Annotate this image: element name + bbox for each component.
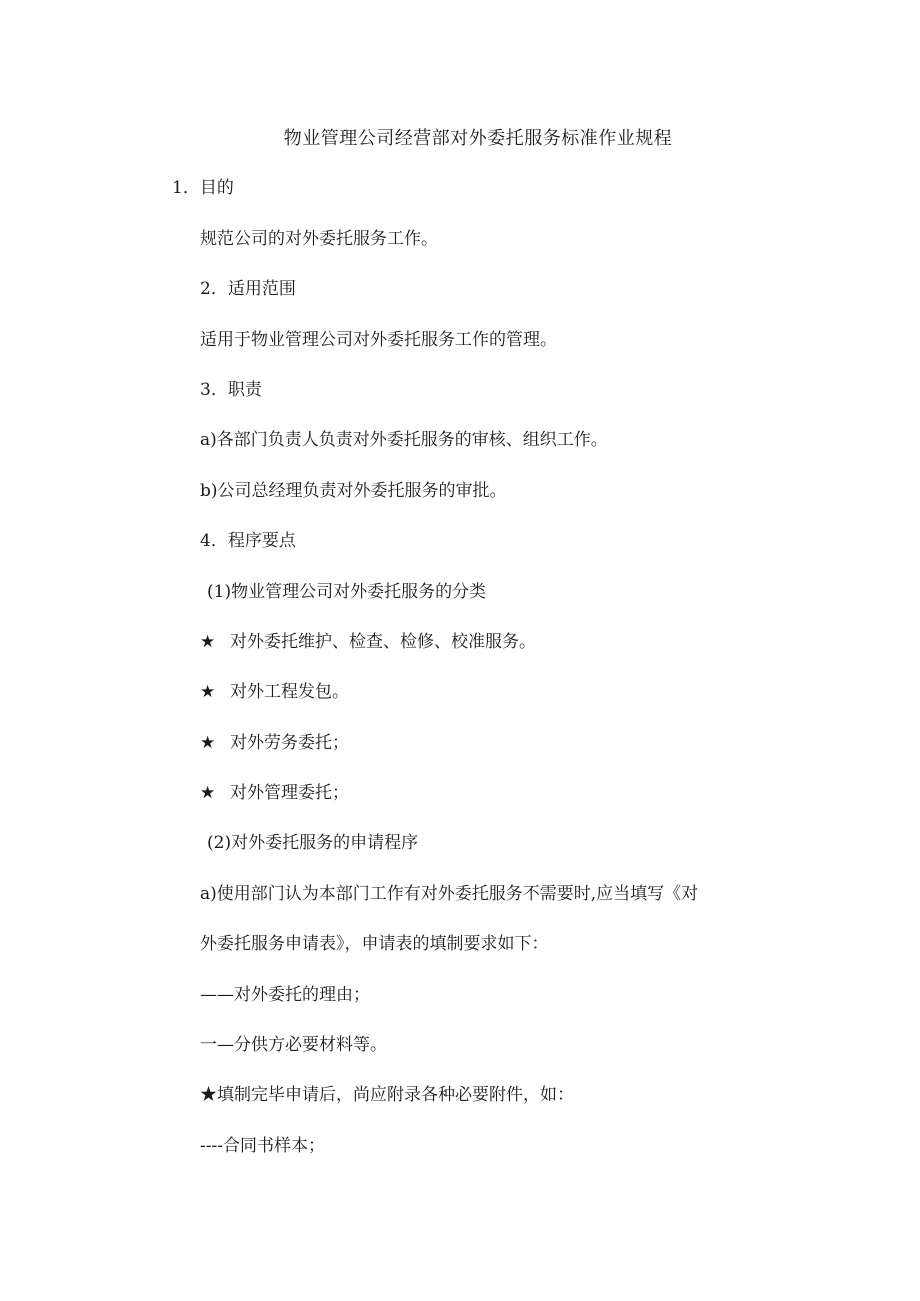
bullet-text: 对外工程发包。 xyxy=(230,682,349,702)
star-bullet-icon: ★ xyxy=(200,682,216,702)
paragraph-purpose: 规范公司的对外委托服务工作。 xyxy=(200,229,438,249)
bullet-text: 对外管理委托； xyxy=(230,783,349,803)
paragraph-duty-b: b)公司总经理负责对外委托服务的审批。 xyxy=(200,481,507,501)
section-heading-purpose: 1．目的 xyxy=(172,178,234,198)
paragraph-application-a-cont: 外委托服务申请表》，申请表的填制要求如下： xyxy=(200,934,549,954)
subheading-classification: (1)物业管理公司对外委托服务的分类 xyxy=(207,582,487,602)
bullet-item xyxy=(200,630,536,654)
section-heading-duties: 3．职责 xyxy=(200,380,262,400)
document-title: 物业管理公司经营部对外委托服务标准作业规程 xyxy=(283,128,673,149)
list-item-reason: ——对外委托的理由； xyxy=(200,985,370,1005)
paragraph-duty-a: a)各部门负责人负责对外委托服务的审核、组织工作。 xyxy=(200,430,608,450)
section-heading-procedure: 4．程序要点 xyxy=(200,531,296,551)
star-bullet-icon: ★ xyxy=(200,733,216,753)
paragraph-attachments: ★填制完毕申请后，尚应附录各种必要附件，如： xyxy=(200,1085,574,1105)
bullet-item xyxy=(200,680,349,704)
list-item-materials: 一—分供方必要材料等。 xyxy=(200,1035,387,1055)
bullet-text: 对外委托维护、检查、检修、校准服务。 xyxy=(230,632,536,652)
bullet-item xyxy=(200,731,349,755)
bullet-text: 对外劳务委托； xyxy=(230,733,349,753)
section-heading-scope: 2．适用范围 xyxy=(200,279,296,299)
star-bullet-icon: ★ xyxy=(200,783,216,803)
paragraph-application-a: a)使用部门认为本部门工作有对外委托服务不需要时,应当填写《对 xyxy=(200,884,699,904)
subheading-application: (2)对外委托服务的申请程序 xyxy=(207,833,419,853)
list-item-contract-sample: ----合同书样本； xyxy=(200,1136,325,1156)
paragraph-scope: 适用于物业管理公司对外委托服务工作的管理。 xyxy=(200,330,557,350)
star-bullet-icon: ★ xyxy=(200,632,216,652)
bullet-item xyxy=(200,781,349,805)
